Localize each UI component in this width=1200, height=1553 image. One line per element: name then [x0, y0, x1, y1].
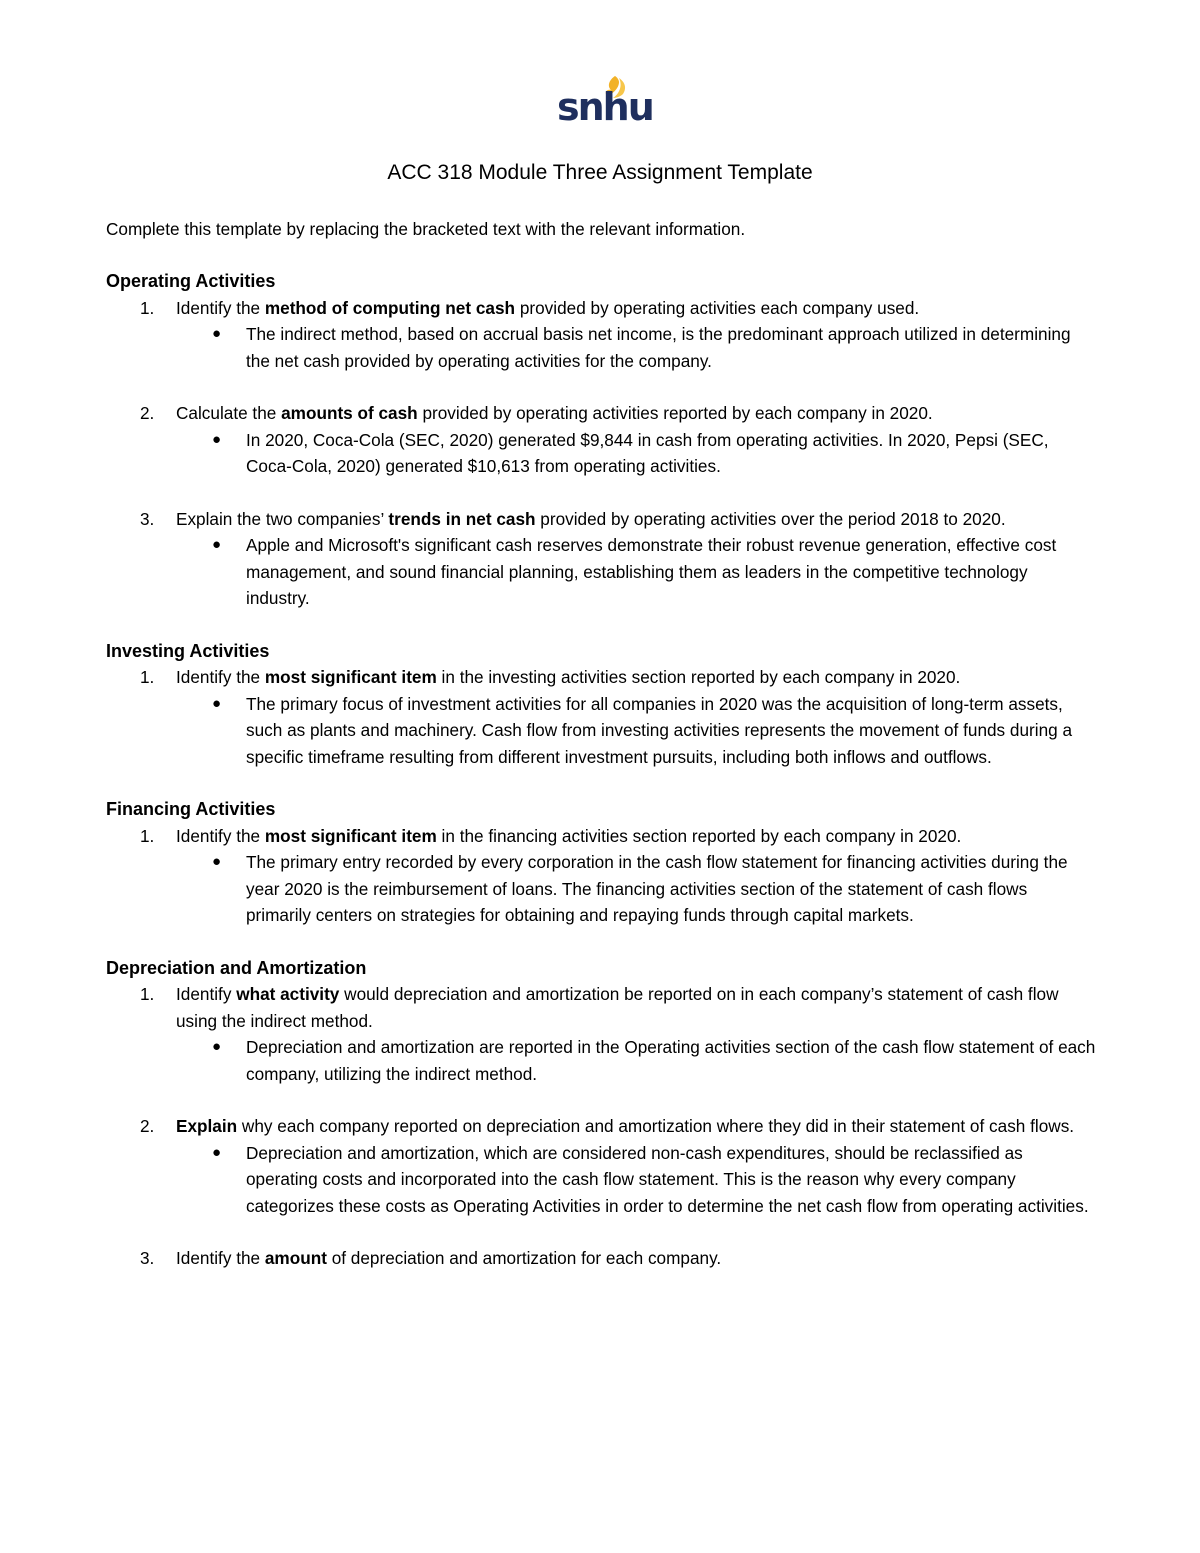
question-text: Identify the most significant item in the investing activities section reported by each company in 2020.	[176, 667, 961, 688]
answer-text: The primary focus of investment activities for all companies in 2020 was the acquisition of long-term assets, such as plants and machinery. Cash flow from investing activities represents the movement of funds during a specific timeframe resulting from different investment pursuits, including both inflows and outflows.	[246, 693, 1073, 767]
question-number: 1.	[140, 825, 155, 846]
question-number: 2.	[140, 1116, 155, 1137]
section-heading-financing: Financing Activities	[106, 799, 276, 820]
snhu-logo	[557, 74, 653, 134]
section-heading-operating: Operating Activities	[106, 271, 276, 292]
section-heading-depreciation: Depreciation and Amortization	[106, 957, 367, 978]
question-text: Explain the two companies’ trends in net cash provided by operating activities over the period 2018 to 2020.	[176, 509, 1006, 530]
question-text: Identify the most significant item in the financing activities section reported by each company in 2020.	[176, 825, 962, 846]
bullet-icon: ●	[212, 325, 222, 343]
question-item	[106, 664, 1096, 690]
intro-text: Complete this template by replacing the bracketed text with the relevant information.	[106, 219, 746, 239]
answer-item	[106, 691, 1096, 770]
bullet-icon: ●	[212, 1038, 222, 1056]
answer-item	[106, 321, 1096, 374]
question-text: Calculate the amounts of cash provided by operating activities reported by each company in 2020.	[176, 403, 933, 424]
question-item	[106, 506, 1096, 532]
question-text: Explain why each company reported on depreciation and amortization where they did in their statement of cash flows.	[176, 1116, 1075, 1137]
answer-text: Depreciation and amortization, which are considered non-cash expenditures, should be reclassified as operating costs and incorporated into the cash flow statement. This is the reason why every company categorizes these costs as Operating Activities in order to determine the net cash flow from operating activities.	[246, 1142, 1089, 1216]
answer-text: The indirect method, based on accrual basis net income, is the predominant approach utilized in determining the net cash provided by operating activities for the company.	[246, 324, 1071, 371]
answer-text: In 2020, Coca-Cola (SEC, 2020) generated $9,844 in cash from operating activities. In 2020, Pepsi (SEC, Coca-Cola, 2020) generated $10,613 from operating activities.	[246, 429, 1049, 477]
question-item	[106, 1245, 1096, 1271]
question-item	[106, 295, 1096, 321]
answer-item	[106, 849, 1096, 928]
answer-text: Depreciation and amortization are reported in the Operating activities section of the cash flow statement of each company, utilizing the indirect method.	[246, 1037, 1096, 1084]
answer-item	[106, 532, 1096, 611]
question-number: 3.	[140, 509, 155, 530]
page-title: ACC 318 Module Three Assignment Template	[387, 161, 813, 184]
question-text: Identify the amount of depreciation and amortization for each company.	[176, 1248, 722, 1269]
question-number: 1.	[140, 297, 155, 318]
question-text: Identify what activity would depreciation and amortization be reported on in each company’s statement of cash flow using the indirect method.	[176, 984, 1059, 1031]
question-number: 3.	[140, 1248, 155, 1269]
question-number: 1.	[140, 667, 155, 688]
question-item	[106, 823, 1096, 849]
question-number: 1.	[140, 984, 155, 1005]
section-heading-investing: Investing Activities	[106, 641, 270, 662]
document-body	[106, 216, 1096, 1272]
bullet-icon: ●	[212, 430, 222, 448]
answer-item	[106, 1034, 1096, 1087]
question-item	[106, 981, 1096, 1034]
answer-text: Apple and Microsoft's significant cash reserves demonstrate their robust revenue generation, effective cost management, and sound financial planning, establishing them as leaders in the competitive technology industry.	[246, 535, 1057, 609]
logo-text: snhu	[557, 85, 653, 129]
bullet-icon: ●	[212, 1143, 222, 1161]
question-number: 2.	[140, 403, 155, 424]
question-item	[106, 1113, 1096, 1139]
answer-text: The primary entry recorded by every corporation in the cash flow statement for financing activities during the year 2020 is the reimbursement of loans. The financing activities section of the statement of cash flows primarily centers on strategies for obtaining and repaying funds through capital markets.	[246, 852, 1068, 926]
answer-item	[106, 427, 1096, 480]
bullet-icon: ●	[212, 536, 222, 554]
bullet-icon: ●	[212, 694, 222, 712]
question-item	[106, 400, 1096, 426]
bullet-icon: ●	[212, 853, 222, 871]
question-text: Identify the method of computing net cash provided by operating activities each company used.	[176, 297, 920, 318]
answer-item	[106, 1140, 1096, 1219]
